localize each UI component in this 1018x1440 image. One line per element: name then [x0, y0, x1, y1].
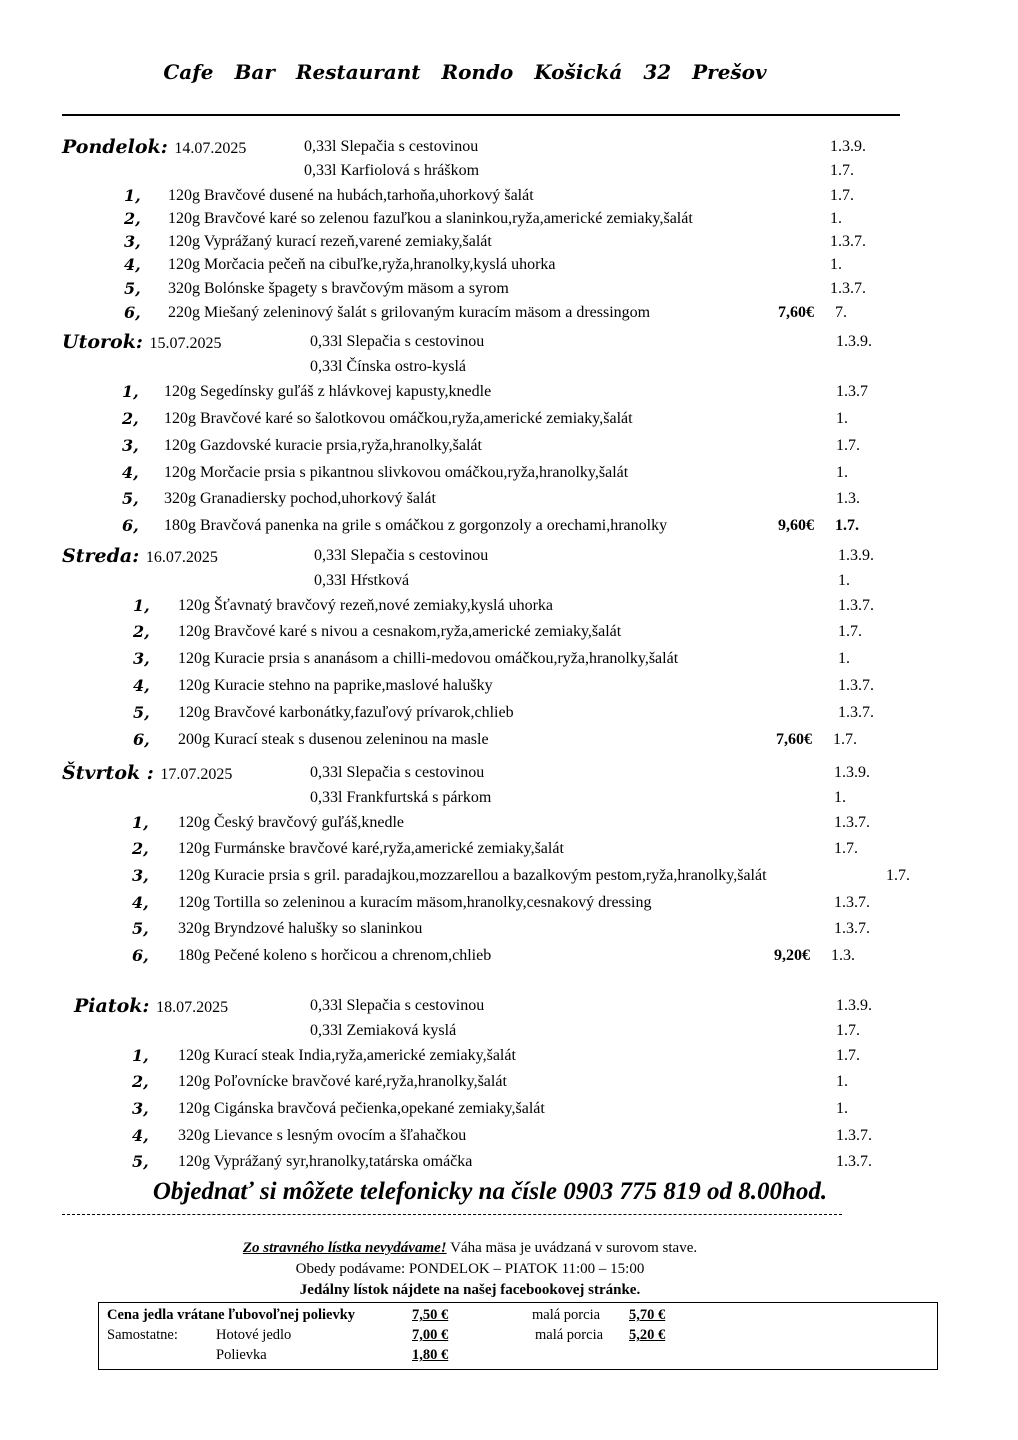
day-heading — [74, 995, 228, 1019]
soup-item: 0,33l Karfiolová s hráškom — [304, 162, 480, 179]
meal-allergens: 1.7. — [833, 731, 857, 748]
day-date: 16.07.2025 — [145, 549, 218, 566]
soup-allergens: 1. — [838, 572, 850, 589]
meal-item: 320g Bolónske špagety s bravčovým mäsom a syrom — [168, 280, 509, 297]
meal-allergens: 1. — [836, 464, 848, 481]
meal-number: 5, — [132, 919, 149, 938]
soup-allergens: 1. — [834, 789, 846, 806]
meal-number: 3, — [132, 1099, 149, 1118]
soup-allergens: 1.3.9. — [838, 547, 874, 564]
day-date: 14.07.2025 — [174, 140, 247, 157]
meal-allergens: 1.7. — [830, 187, 854, 204]
meal-allergens: 1. — [836, 410, 848, 427]
meal-allergens: 1. — [838, 650, 850, 667]
meal-item: 120g Bravčové karé so zelenou fazuľkou a slaninkou,ryža,americké zemiaky,šalát — [168, 210, 693, 227]
meal-item: 120g Gazdovské kuracie prsia,ryža,hranolky,šalát — [164, 437, 482, 454]
meal-allergens: 1.7. — [836, 1047, 860, 1064]
meal-number: 1, — [132, 813, 149, 832]
day-date: 17.07.2025 — [160, 766, 233, 783]
meal-item: 120g Bravčové karé s nivou a cesnakom,ryža,americké zemiaky,šalát — [178, 623, 622, 640]
meal-item: 120g Cigánska bravčová pečienka,opekané zemiaky,šalát — [178, 1100, 545, 1117]
soup-item: 0,33l Čínska ostro-kyslá — [310, 358, 466, 375]
meal-item: 180g Pečené koleno s horčicou a chrenom,chlieb — [178, 947, 492, 964]
lunch-hours: Obedy podávame: PONDELOK – PIATOK 11:00 – 15:00 — [295, 1261, 645, 1277]
facebook-note: Jedálny lístok nájdete na našej facebookovej stránke. — [299, 1282, 641, 1298]
pricing-row2-sub: Hotové jedlo — [216, 1327, 292, 1343]
meal-item: 120g Vyprážaný syr,hranolky,tatárska omáčka — [178, 1153, 473, 1170]
meal-item: 120g Český bravčový guľáš,knedle — [178, 814, 405, 831]
soup-allergens: 1.3.9. — [836, 333, 872, 350]
meal-item: 120g Kuracie stehno na paprike,maslové halušky — [178, 677, 493, 694]
soup-item: 0,33l Slepačia s cestovinou — [310, 997, 485, 1014]
meal-number: 5, — [132, 1152, 149, 1171]
restaurant-title: Cafe Bar Restaurant Rondo Košická 32 Prešov — [163, 60, 767, 84]
pricing-row3-sub: Polievka — [216, 1347, 267, 1363]
meal-item: 320g Granadiersky pochod,uhorkový šalát — [164, 490, 436, 507]
meal-item: 120g Vyprážaný kurací rezeň,varené zemiaky,šalát — [168, 233, 492, 250]
meal-item: 120g Bravčové dusené na hubách,tarhoňa,uhorkový šalát — [168, 187, 534, 204]
pricing-row1-small-label: malá porcia — [532, 1307, 601, 1323]
day-date: 15.07.2025 — [149, 335, 222, 352]
meal-number: 6, — [124, 303, 141, 322]
meal-number: 6, — [132, 946, 149, 965]
pricing-row2-price: 7,00 € — [412, 1327, 449, 1343]
meal-number: 1, — [122, 382, 139, 401]
meal-item: 320g Bryndzové halušky so slaninkou — [178, 920, 423, 937]
meal-item: 120g Morčacia pečeň na cibuľke,ryža,hranolky,kyslá uhorka — [168, 256, 556, 273]
meal-price: 7,60€ — [776, 731, 812, 748]
meal-item: 120g Bravčové karbonátky,fazuľový prívarok,chlieb — [178, 704, 514, 721]
no-change-note: Zo stravného lístka nevydávame! — [242, 1240, 447, 1256]
soup-item: 0,33l Frankfurtská s párkom — [310, 789, 492, 806]
meal-allergens: 1. — [836, 1073, 848, 1090]
meal-price: 9,60€ — [778, 517, 814, 534]
meal-allergens: 1.3.7. — [834, 920, 870, 937]
meal-number: 4, — [122, 463, 139, 482]
meal-number: 5, — [133, 703, 150, 722]
meal-allergens: 1.3. — [836, 490, 860, 507]
soup-item: 0,33l Slepačia s cestovinou — [304, 138, 479, 155]
day-name: Štvrtok : — [62, 762, 154, 784]
pricing-row2-label: Samostatne: — [107, 1327, 178, 1343]
meal-number: 5, — [122, 489, 139, 508]
meal-number: 3, — [124, 232, 141, 251]
meal-item: 120g Segedínsky guľáš z hlávkovej kapusty,knedle — [164, 383, 492, 400]
meal-number: 1, — [124, 186, 141, 205]
meal-number: 2, — [124, 209, 141, 228]
meal-allergens: 1.7. — [886, 867, 910, 884]
soup-allergens: 1.7. — [830, 162, 854, 179]
day-name: Utorok: — [62, 331, 143, 353]
meal-number: 3, — [132, 866, 149, 885]
meal-allergens: 7. — [835, 304, 847, 321]
day-name: Piatok: — [74, 995, 150, 1017]
soup-allergens: 1.3.9. — [830, 138, 866, 155]
meal-number: 4, — [124, 255, 141, 274]
meal-allergens: 1. — [830, 210, 842, 227]
soup-item: 0,33l Slepačia s cestovinou — [310, 333, 485, 350]
soup-item: 0,33l Slepačia s cestovinou — [310, 764, 485, 781]
pricing-box — [98, 1302, 938, 1370]
meal-number: 1, — [132, 1046, 149, 1065]
meal-allergens: 1.3.7. — [838, 597, 874, 614]
day-name: Streda: — [62, 545, 140, 567]
footer-note — [0, 1240, 940, 1257]
pricing-row1-small-price: 5,70 € — [629, 1307, 666, 1323]
soup-allergens: 1.3.9. — [836, 997, 872, 1014]
meal-allergens: 1.3. — [831, 947, 855, 964]
day-heading — [62, 331, 222, 355]
meal-allergens: 1.3.7. — [838, 677, 874, 694]
meal-allergens: 1.7. — [836, 437, 860, 454]
meal-allergens: 1.3.7 — [836, 383, 868, 400]
meal-allergens: 1.3.7. — [830, 280, 866, 297]
meal-item: 120g Furmánske bravčové karé,ryža,americké zemiaky,šalát — [178, 840, 564, 857]
day-heading — [62, 762, 232, 786]
meal-item: 180g Bravčová panenka na grile s omáčkou z gorgonzoly a orechami,hranolky — [164, 517, 668, 534]
meal-item: 220g Miešaný zeleninový šalát s grilovaným kuracím mäsom a dressingom — [168, 304, 651, 321]
meal-item: 120g Morčacie prsia s pikantnou slivkovou omáčkou,ryža,hranolky,šalát — [164, 464, 629, 481]
soup-item: 0,33l Slepačia s cestovinou — [314, 547, 489, 564]
meal-allergens: 1.3.7. — [830, 233, 866, 250]
meal-number: 4, — [132, 893, 149, 912]
soup-allergens: 1.3.9. — [834, 764, 870, 781]
pricing-row1-label: Cena jedla vrátane ľubovoľnej polievky — [107, 1307, 356, 1323]
meal-allergens: 1. — [836, 1100, 848, 1117]
day-date: 18.07.2025 — [156, 999, 229, 1016]
meal-allergens: 1.7. — [834, 840, 858, 857]
meal-number: 6, — [122, 516, 139, 535]
meal-item: 120g Poľovnícke bravčové karé,ryža,hranolky,šalát — [178, 1073, 507, 1090]
meal-item: 120g Kurací steak India,ryža,americké zemiaky,šalát — [178, 1047, 516, 1064]
meal-allergens: 1.3.7. — [836, 1153, 872, 1170]
meal-number: 5, — [124, 279, 141, 298]
soup-allergens: 1.7. — [836, 1022, 860, 1039]
weight-note: Váha mäsa je uvádzaná v surovom stave. — [446, 1240, 698, 1256]
meal-number: 1, — [133, 596, 150, 615]
order-phone-line: Objednať si môžete telefonicky na čísle 0903 775 819 od 8.00hod. — [152, 1178, 828, 1205]
meal-item: 120g Šťavnatý bravčový rezeň,nové zemiaky,kyslá uhorka — [178, 597, 554, 614]
soup-item: 0,33l Zemiaková kyslá — [310, 1022, 457, 1039]
pricing-row1-price: 7,50 € — [412, 1307, 449, 1323]
pricing-row2-small-price: 5,20 € — [629, 1327, 666, 1343]
meal-number: 3, — [122, 436, 139, 455]
meal-allergens: 1.7. — [838, 623, 862, 640]
meal-number: 2, — [132, 1072, 149, 1091]
pricing-row3-price: 1,80 € — [412, 1347, 449, 1363]
meal-item: 120g Kuracie prsia s gril. paradajkou,mozzarellou a bazalkovým pestom,ryža,hranolky,šalát — [178, 867, 767, 884]
meal-item: 120g Kuracie prsia s ananásom a chilli-medovou omáčkou,ryža,hranolky,šalát — [178, 650, 679, 667]
meal-item: 120g Bravčové karé so šalotkovou omáčkou,ryža,americké zemiaky,šalát — [164, 410, 633, 427]
meal-number: 6, — [133, 730, 150, 749]
meal-allergens: 1.3.7. — [834, 814, 870, 831]
meal-allergens: 1. — [830, 256, 842, 273]
meal-allergens: 1.3.7. — [838, 704, 874, 721]
day-heading — [62, 136, 246, 160]
day-name: Pondelok: — [62, 136, 168, 158]
meal-number: 2, — [122, 409, 139, 428]
meal-item: 120g Tortilla so zeleninou a kuracím mäsom,hranolky,cesnakový dressing — [178, 894, 652, 911]
meal-price: 9,20€ — [774, 947, 810, 964]
meal-item: 200g Kurací steak s dusenou zeleninou na masle — [178, 731, 489, 748]
meal-item: 320g Lievance s lesným ovocím a šľahačkou — [178, 1127, 467, 1144]
meal-number: 3, — [133, 649, 150, 668]
meal-number: 2, — [132, 839, 149, 858]
divider — [62, 114, 900, 116]
meal-number: 4, — [132, 1126, 149, 1145]
dashed-divider — [62, 1214, 842, 1215]
meal-allergens: 1.3.7. — [834, 894, 870, 911]
pricing-row2-small-label: malá porcia — [535, 1327, 604, 1343]
meal-allergens: 1.3.7. — [836, 1127, 872, 1144]
meal-price: 7,60€ — [778, 304, 814, 321]
day-heading — [62, 545, 218, 569]
meal-allergens: 1.7. — [835, 517, 859, 534]
soup-item: 0,33l Hŕstková — [314, 572, 410, 589]
meal-number: 4, — [133, 676, 150, 695]
meal-number: 2, — [133, 622, 150, 641]
